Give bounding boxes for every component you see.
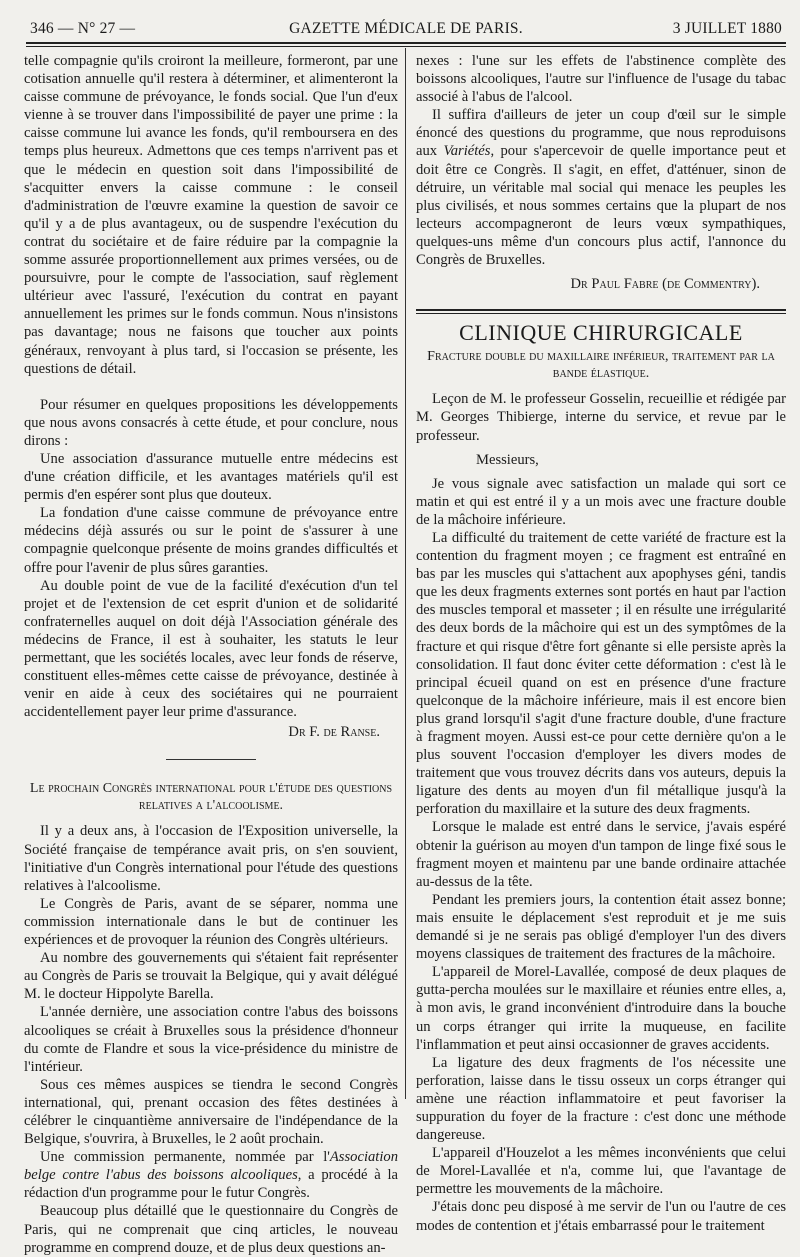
article-paragraph: Pour résumer en quelques propositions les développements que nous avons consacrés à cette étude, et pour conclure, nous dirons : <box>24 396 398 449</box>
article-paragraph: Le Congrès de Paris, avant de se séparer, nomma une commission internationale dans le but de continuer les expériences et de provoquer la réunion des Congrès ultérieurs. <box>24 895 398 949</box>
association-name: Association belge contre l'abus des boissons alcooliques <box>24 1149 398 1184</box>
article-paragraph: Il suffira d'ailleurs de jeter un coup d'œil sur le simple énoncé des questions du programme, que nous reproduisons aux Variétés, pour s'apercevoir de quelle importance peut et doit être ce Congrès. Il s'agit, en effet, d'atténuer, sinon de détruire, un véritable mal social qui menace les peuples les plus civilisés, et nous sommes certains que la plupart de nos lecteurs accompagneront de leurs vœux sympathiques, quelques-uns même d'un concours plus actif, l'annonce du Congrès de Bruxelles. <box>416 107 786 269</box>
issue-date: 3 JUILLET 1880 <box>672 20 782 37</box>
lecture-paragraph: La difficulté du traitement de cette variété de fracture est la contention du fragment moyen ; ce fragment est entraîné en bas par les muscles qui s'attachent aux apophyses géni, tandis que les deux fragments externes sont portés en haut par l'action des muscles temporal et masseter ; il en résulte une irrégularité des deux bords de la mâchoire qui est un des symptômes de la fracture et qui risque d'être fort gênante si elle persiste après la consolidation. Il faut donc éviter cette déformation : c'est là le principal écueil quand on est en présence d'une fracture quelconque de la mâchoire inférieure, mais il est encore bien plus grand lorsqu'il s'agit d'une fracture double, d'une fracture à fragment moyen. Aussi est-ce pour cette dernière qu'on a le plus souvent l'occasion d'employer les divers modes de traitement que vous trouvez décrits dans vos auteurs, depuis la ligature des dents au moyen d'un fil métallique jusqu'à la perforation du maxillaire et la suture des deux fragments. <box>416 529 786 818</box>
left-column <box>24 52 398 1256</box>
right-column <box>416 52 786 1234</box>
article-paragraph: La fondation d'une caisse commune de prévoyance entre médecins déjà assurés ou sur le point de s'assurer à une compagnie quelconque présente de moins grandes difficultés et offre pour l'avenir de plus sûres garanties. <box>24 505 398 576</box>
page-number: 346 — N° 27 — <box>30 20 136 37</box>
header-rule <box>26 42 786 44</box>
lecture-paragraph: Je vous signale avec satisfaction un malade qui sort ce matin et qui est entré il y a un mois avec une fracture double de la mâchoire inférieure. <box>416 475 786 528</box>
article-paragraph: Beaucoup plus détaillé que le questionnaire du Congrès de Paris, qui ne comprenait que cinq articles, le nouveau programme en comprend douze, et de plus deux questions an- <box>24 1203 398 1256</box>
section-rule <box>416 309 786 311</box>
section-rule-thin <box>416 313 786 314</box>
article-paragraph: Sous ces mêmes auspices se tiendra le second Congrès international, qui, prenant occasion des fêtes destinées à célébrer le cinquantième anniversaire de l'indépendance de la Belgique, s'ouvrira, à Bruxelles, le 2 août prochain. <box>24 1076 398 1148</box>
article-paragraph: Il y a deux ans, à l'occasion de l'Exposition universelle, la Société française de tempérance avait pris, on s'en souvient, l'initiative d'un Congrès international pour l'étude des questions relatives à l'alcoolisme. <box>24 823 398 894</box>
varietes-reference: Variétés <box>443 143 491 160</box>
lecture-paragraph: J'étais donc peu disposé à me servir de l'un ou l'autre de ces modes de contention et j'étais embarrassé pour le traitement <box>416 1199 786 1234</box>
lecture-paragraph: Pendant les premiers jours, la contention était assez bonne; mais ensuite le déplacement s'est reproduit et je me suis demandé si je ne serais pas obligé d'employer l'un des divers moyens classiques de traitement des fractures de la mâchoire. <box>416 891 786 963</box>
section-title: CLINIQUE CHIRURGICALE <box>459 320 743 346</box>
article-paragraph: Au double point de vue de la facilité d'exécution d'un tel projet et de l'extension de cet esprit d'union et de solidarité confraternelles auquel on doit déjà l'Association générale des médecins de France, il est à souhaiter, les statuts le leur permettant, que les sociétés locales, avec leur fonds de réserve, constituent elles-mêmes cette caisse de prévoyance, destinée à venir en aide à ceux des sociétaires qui ne pourraient accidentellement payer leur prime d'assurance. <box>24 577 398 721</box>
article-paragraph: telle compagnie qu'ils croiront la meilleure, formeront, par une cotisation annuelle qu'il restera à déterminer, et alimenteront la caisse commune de prévoyance, le fonds social. Que l'un d'eux vienne à se trouver dans l'impossibilité de payer une prime : la caisse commune lui avance les fonds, qu'il remboursera en des temps plus heureux. Admettons que ces temps n'arrivent pas et que le médecin en question soit dans l'impossibilité de s'acquitter envers la caisse commune : le conseil d'administration de l'œuvre examine la question de savoir ce qu'il y a de plus avantageux, ou de suspendre l'exécution du contrat du sociétaire et de faire réduire par la compagnie la somme assurée proportionnellement aux primes versées, ou de poursuivre, pour le compte de l'association, sauf règlement ultérieur avec l'assuré, l'exécution du contrat en payant annuellement les primes sur le fonds commun. Nous n'insistons pas davantage; nous ne faisons que toucher aux points généraux, renvoyant à plus tard, si l'occasion se présente, les questions de détail. <box>24 53 398 377</box>
section-divider <box>166 759 256 760</box>
lecture-paragraph: L'appareil d'Houzelot a les mêmes inconvénients que celui de Morel-Lavallée et n'a, comme lui, que l'avantage de permettre les mouvements de la mâchoire. <box>416 1145 786 1198</box>
lecture-paragraph: Lorsque le malade est entré dans le service, j'avais espéré obtenir la guérison au moyen d'un tampon de linge fixé sous le fragment moyen et maintenu par une bande ordinaire attachée au-dessus de la tête. <box>416 819 786 890</box>
lecture-subtitle: Fracture double du maxillaire inférieur, traitement par la bande élastique. <box>427 349 775 382</box>
lecture-paragraph: La ligature des deux fragments de l'os nécessite une perforation, laisse dans le tissu osseux un corps étranger qui amène une réaction inflammatoire et peut favoriser la suppuration du foyer de la fracture : c'est donc une méthode dangereuse. <box>416 1054 786 1144</box>
journal-title: GAZETTE MÉDICALE DE PARIS. <box>289 20 523 37</box>
article-paragraph: nexes : l'une sur les effets de l'abstinence complète des boissons alcooliques, l'autre sur l'influence de l'usage du tabac associé à l'abus de l'alcool. <box>416 53 786 106</box>
article-paragraph: Au nombre des gouvernements qui s'étaient fait représenter au Congrès de Paris se trouvait la Belgique, qui y avait délégué M. le docteur Hippolyte Barella. <box>24 950 398 1003</box>
column-divider <box>405 48 406 1099</box>
article-signature: Dr Paul Fabre (de Commentry). <box>570 276 760 293</box>
salutation: Messieurs, <box>476 451 539 468</box>
lecture-credit: Leçon de M. le professeur Gosselin, recueillie et rédigée par M. Georges Thibierge, interne du service, et revue par le professeur. <box>416 391 786 444</box>
article-heading: Le prochain Congrès international pour l'étude des questions relatives a l'alcoolisme. <box>29 781 393 814</box>
article-paragraph: L'année dernière, une association contre l'abus des boissons alcooliques se créait à Bruxelles sous la présidence d'honneur du comte de Flandre et sous la vice-présidence du ministre de l'intérieur. <box>24 1004 398 1075</box>
page-header <box>30 20 782 42</box>
article-paragraph: Une commission permanente, nommée par l'Association belge contre l'abus des boissons alcooliques, a procédé à la rédaction d'un programme pour le futur Congrès. <box>24 1149 398 1202</box>
article-paragraph: Une association d'assurance mutuelle entre médecins est d'une création difficile, et les avantages matériels qu'il est permis d'en espérer sont plus que douteux. <box>24 450 398 504</box>
header-rule-thin <box>26 46 786 47</box>
lecture-paragraph: L'appareil de Morel-Lavallée, composé de deux plaques de gutta-percha moulées sur le maxillaire et réunies entre elles, a, à mon avis, le grand inconvénient d'introduire dans la bouche un corps étranger qui irrite la muqueuse, en facilite l'inflammation et peut ainsi occasionner de graves accidents. <box>416 964 786 1053</box>
article-signature: Dr F. de Ranse. <box>288 724 380 741</box>
